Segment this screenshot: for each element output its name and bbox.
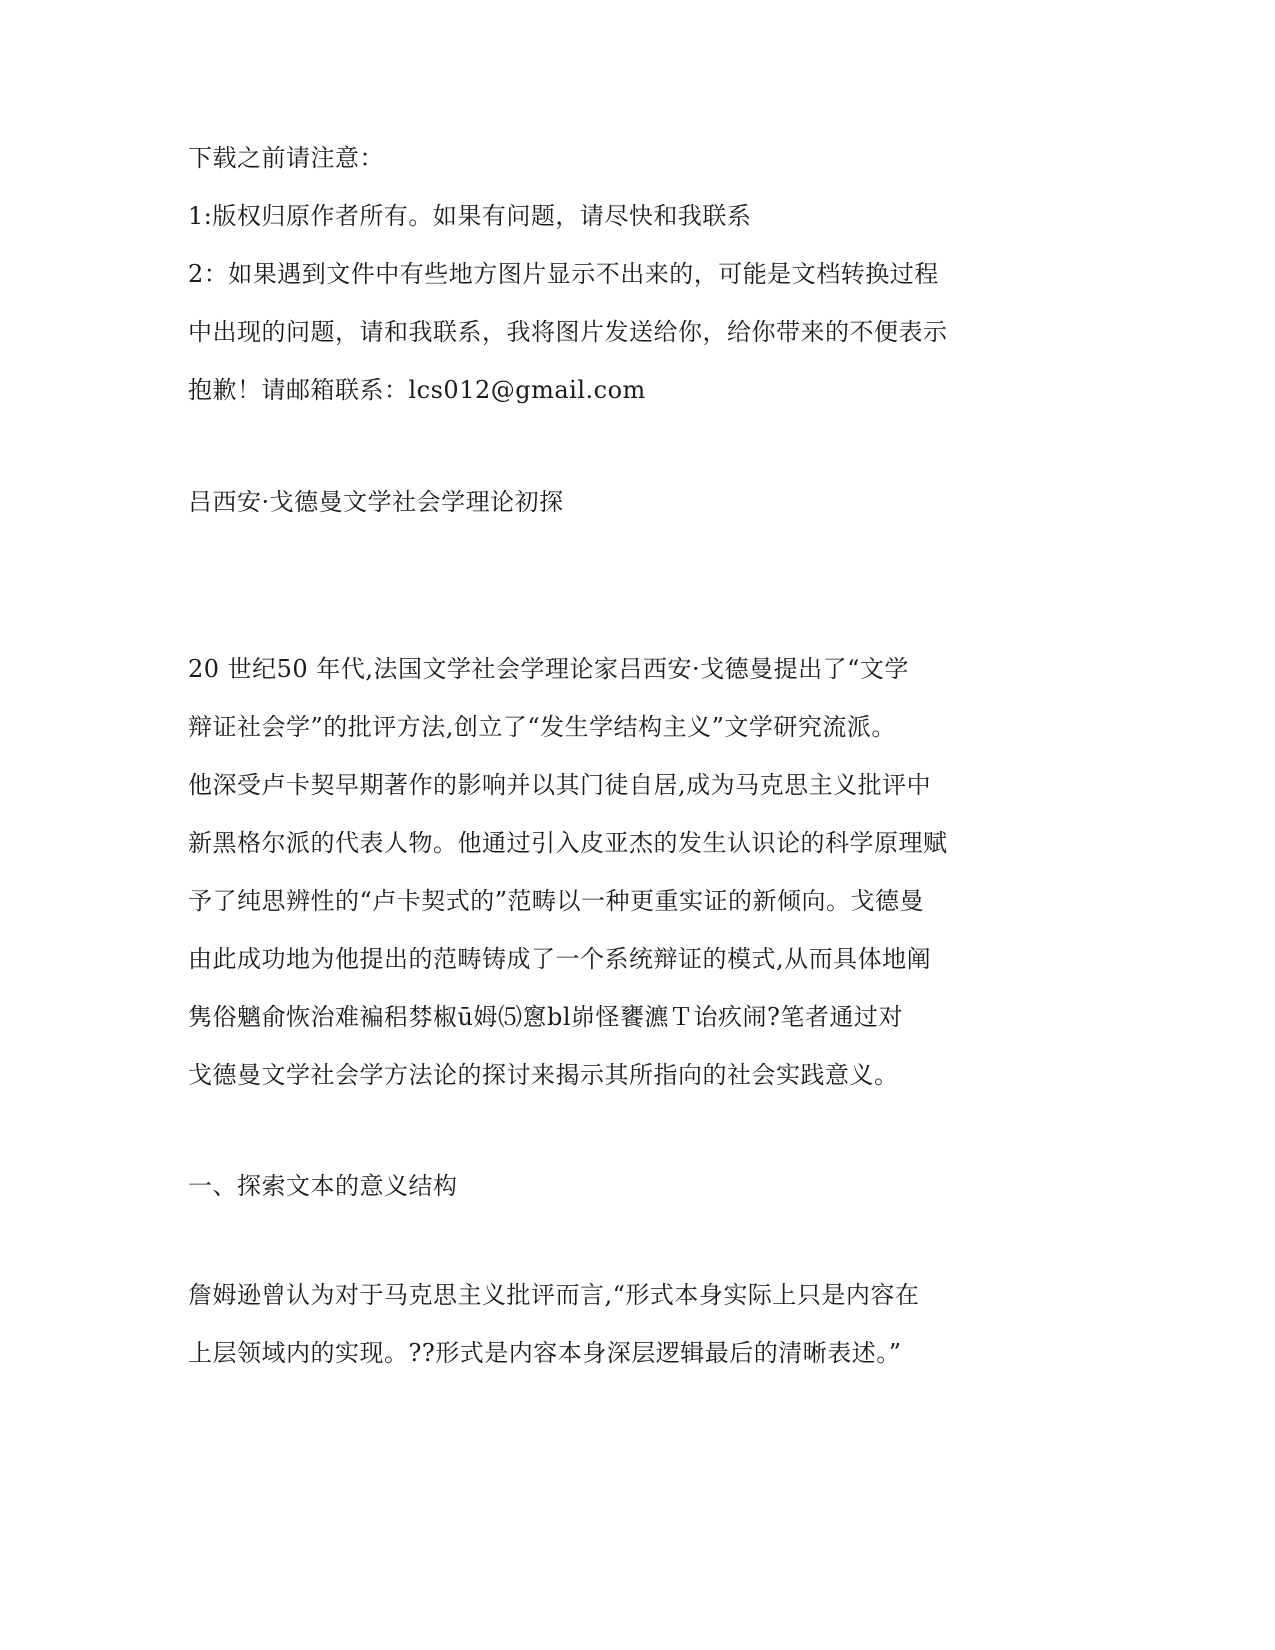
notice-title: 下载之前请注意： (188, 144, 384, 172)
paragraph-line: 新黑格尔派的代表人物。他通过引入皮亚杰的发生认识论的科学原理赋 (188, 829, 948, 857)
paragraph-line: 20 世纪50 年代,法国文学社会学理论家吕西安·戈德曼提出了“文学 (188, 655, 909, 683)
article-title: 吕西安·戈德曼文学社会学理论初探 (188, 488, 564, 516)
paragraph-line: 詹姆逊曾认为对于马克思主义批评而言,“形式本身实际上只是内容在 (188, 1281, 920, 1309)
paragraph-line: 隽俗魑俞恢治难褊稆棼椒ū姆⑸窻bl峁怪饔瀌Ｔ诒疚闹?笔者通过对 (188, 1003, 903, 1031)
notice-item-2-line-1: 2：如果遇到文件中有些地方图片显示不出来的，可能是文档转换过程 (188, 260, 939, 288)
paragraph-line: 上层领域内的实现。??形式是内容本身深层逻辑最后的清晰表述。” (188, 1339, 902, 1367)
section-heading: 一、探索文本的意义结构 (188, 1172, 458, 1200)
notice-item-2-line-3: 抱歉！请邮箱联系：lcs012@gmail.com (188, 376, 646, 404)
paragraph-line: 予了纯思辨性的“卢卡契式的”范畴以一种更重实证的新倾向。戈德曼 (188, 887, 925, 915)
paragraph-line: 他深受卢卡契早期著作的影响并以其门徒自居,成为马克思主义批评中 (188, 771, 932, 799)
notice-item-2-line-2: 中出现的问题，请和我联系，我将图片发送给你，给你带来的不便表示 (188, 318, 948, 346)
paragraph-line: 辩证社会学”的批评方法,创立了“发生学结构主义”文学研究流派。 (188, 713, 896, 741)
paragraph-line: 由此成功地为他提出的范畴铸成了一个系统辩证的模式,从而具体地阐 (188, 945, 932, 973)
paragraph-line: 戈德曼文学社会学方法论的探讨来揭示其所指向的社会实践意义。 (188, 1061, 899, 1089)
notice-item-1: 1:版权归原作者所有。如果有问题，请尽快和我联系 (188, 202, 752, 230)
